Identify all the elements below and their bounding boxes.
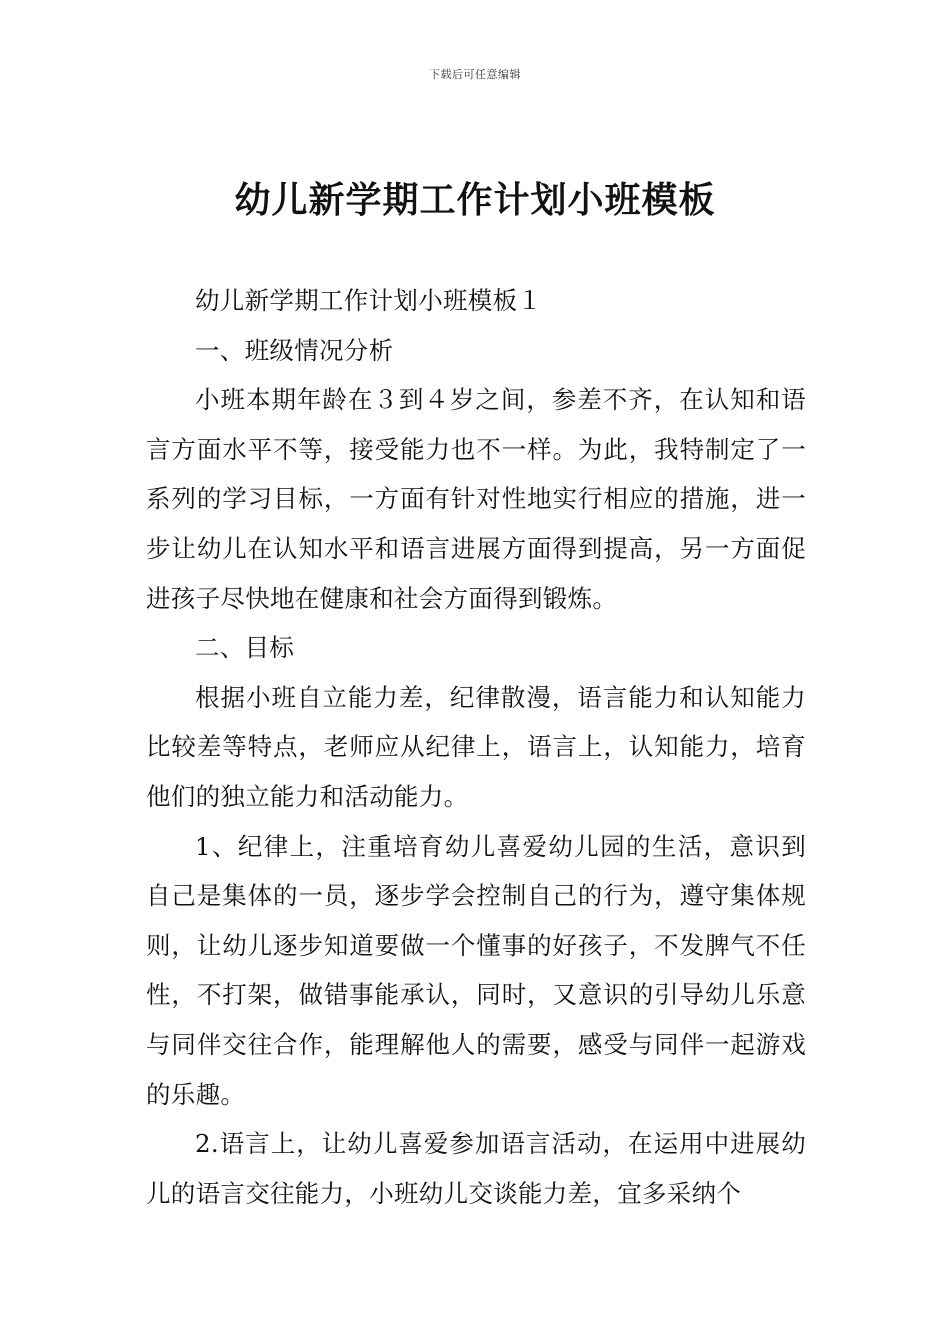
body-paragraph: 1、纪律上，注重培育幼儿喜爱幼儿园的生活，意识到自己是集体的一员，逐步学会控制自己的行为，遵守集体规则，让幼儿逐步知道要做一个懂事的好孩子，不发脾气不任性，不打架，做错事能承认，同时，又意识的引导幼儿乐意与同伴交往合作，能理解他人的需要，感受与同伴一起游戏的乐趣。 xyxy=(146,831,806,1109)
header-note: 下载后可任意编辑 xyxy=(429,68,521,81)
body-paragraph: 小班本期年龄在３到４岁之间，参差不齐，在认知和语言方面水平不等，接受能力也不一样。为此，我特制定了一系列的学习目标，一方面有针对性地实行相应的措施，进一步让幼儿在认知水平和语言进展方面得到提高，另一方面促进孩子尽快地在健康和社会方面得到锻炼。 xyxy=(146,385,806,613)
body-paragraph: 2.语言上，让幼儿喜爱参加语言活动，在运用中进展幼儿的语言交往能力，小班幼儿交谈能力差，宜多采纳个 xyxy=(146,1129,806,1208)
section-heading-goals: 二、目标 xyxy=(195,633,295,663)
body-paragraph: 根据小班自立能力差，纪律散漫，语言能力和认知能力比较差等特点，老师应从纪律上，语言上，认知能力，培育他们的独立能力和活动能力。 xyxy=(146,682,806,811)
subtitle-paragraph: 幼儿新学期工作计划小班模板１ xyxy=(195,286,543,315)
document-body xyxy=(146,276,806,1218)
section-heading-class-analysis: 一、班级情况分析 xyxy=(195,335,394,365)
document-title: 幼儿新学期工作计划小班模板 xyxy=(234,180,716,221)
